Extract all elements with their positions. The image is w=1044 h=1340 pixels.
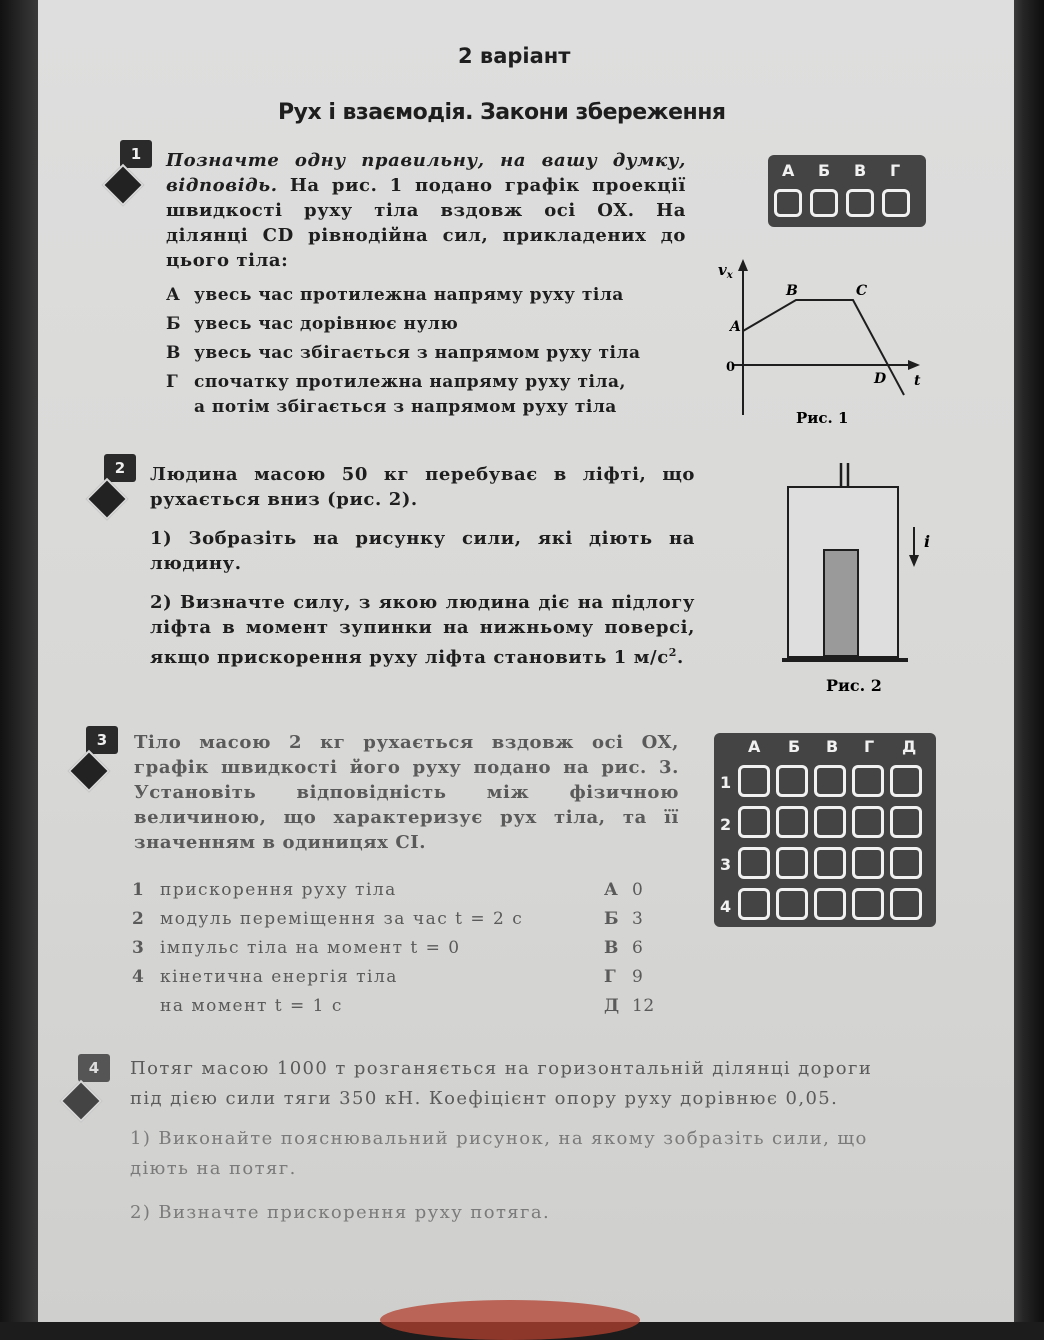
answer-cell[interactable]	[738, 888, 770, 920]
task3-left-column	[132, 880, 572, 1016]
figure-1-velocity-graph	[708, 255, 938, 435]
answer-cell[interactable]	[814, 806, 846, 838]
right-item-a: А 0	[604, 880, 644, 900]
task3-question: Тіло масою 2 кг рухається вздовж осі OX, графік швидкості його руху подано на рис. 3. Установіть відповідність між фізичною величиною, що характеризує рух тіла, та її значенням в одиницях СІ.	[134, 732, 679, 853]
difficulty-dice-icon	[102, 164, 144, 206]
option-a: А увесь час протилежна напряму руху тіла	[166, 285, 624, 305]
task1-instruction: Позначте одну правильну, на вашу думку, відповідь.	[166, 150, 686, 196]
point-b-label: B	[786, 283, 798, 299]
answer-cell[interactable]	[814, 765, 846, 797]
origin-label: 0	[726, 360, 736, 375]
screen-bezel-left	[0, 0, 38, 1322]
answer-cell[interactable]	[810, 189, 838, 217]
difficulty-dice-icon	[86, 478, 128, 520]
y-axis-label: $v_x$	[718, 261, 733, 281]
answer-cell[interactable]	[852, 765, 884, 797]
option-g-continued: а потім збігається з напрямом руху тіла	[194, 397, 617, 417]
left-item-4: 4 кінетична енергія тіла	[132, 967, 398, 987]
left-item-2: 2 модуль переміщення за час t = 2 с	[132, 909, 524, 929]
task-number-badge: 3	[86, 726, 118, 754]
worksheet-page	[38, 0, 1014, 1322]
answer-cell[interactable]	[852, 847, 884, 879]
option-g: Г спочатку протилежна напряму руху тіла,	[166, 372, 626, 392]
answer-cell[interactable]	[814, 847, 846, 879]
point-a-label: A	[730, 319, 741, 335]
answer-cell[interactable]	[890, 806, 922, 838]
left-item-1: 1 прискорення руху тіла	[132, 880, 397, 900]
y-axis-arrow	[738, 259, 748, 271]
right-item-v: В 6	[604, 938, 644, 958]
answer-cell[interactable]	[776, 888, 808, 920]
right-item-b: Б 3	[604, 909, 644, 929]
task2-part2: 2) Визначте силу, з якою людина діє на підлогу ліфта в момент зупинки на нижньому поверсі, якщо прискорення руху ліфта становить 1 $м/с^2$.	[150, 592, 695, 668]
task4-question-line2: під дією сили тяги 350 кН. Коефіцієнт опору руху дорівнює 0,05.	[130, 1088, 839, 1109]
answer-cell[interactable]	[852, 806, 884, 838]
point-d-label: D	[874, 371, 887, 387]
task1-options	[166, 285, 686, 417]
x-axis-label: t	[914, 373, 921, 389]
answer-grid-task3: А Б В Г Д 1 2 3 4	[714, 733, 936, 927]
task4-part1-line1: 1) Виконайте пояснювальний рисунок, на якому зобразіть сили, що	[130, 1128, 868, 1149]
right-item-d: Д 12	[604, 996, 655, 1016]
answer-cell[interactable]	[890, 847, 922, 879]
figure-1-caption: Рис. 1	[796, 409, 849, 427]
task1-question: На рис. 1 подано графік проекції швидкості руху тіла вздовж осі OX. На ділянці CD рівнодійна сил, прикладених до цього тіла:	[166, 175, 686, 271]
task4-part2: 2) Визначте прискорення руху потяга.	[130, 1202, 551, 1223]
task1-text	[166, 148, 686, 273]
task3-right-column	[604, 880, 684, 1025]
option-v: В увесь час збігається з напрямом руху тіла	[166, 343, 641, 363]
option-b: Б увесь час дорівнює нулю	[166, 314, 459, 334]
answer-cell[interactable]	[814, 888, 846, 920]
task4-question-line1: Потяг масою 1000 т розганяється на горизонтальній ділянці дороги	[130, 1058, 873, 1079]
answer-cell[interactable]	[738, 765, 770, 797]
person-block	[824, 550, 858, 656]
right-item-g: Г 9	[604, 967, 644, 987]
answer-cell[interactable]	[776, 806, 808, 838]
difficulty-dice-icon	[68, 750, 110, 792]
answer-cell[interactable]	[774, 189, 802, 217]
task-number-badge: 4	[78, 1054, 110, 1082]
figure-2-caption: Рис. 2	[826, 676, 882, 695]
screen-bezel-right	[1014, 0, 1044, 1322]
answer-cell[interactable]	[738, 847, 770, 879]
task2-question: Людина масою 50 кг перебуває в ліфті, що рухається вниз (рис. 2).	[150, 464, 695, 510]
answer-cell[interactable]	[738, 806, 770, 838]
figure-2-elevator	[768, 455, 968, 700]
task-number-badge: 2	[104, 454, 136, 482]
answer-cell[interactable]	[846, 189, 874, 217]
answer-cell[interactable]	[776, 765, 808, 797]
x-axis-arrow	[908, 360, 920, 370]
page-title: Рух і взаємодія. Закони збереження	[278, 100, 726, 125]
difficulty-dice-icon	[60, 1080, 102, 1122]
answer-cell[interactable]	[890, 765, 922, 797]
motion-label: i	[924, 532, 931, 551]
light-reflection	[380, 1300, 640, 1340]
task4-part1-line2: діють на потяг.	[130, 1158, 297, 1179]
left-item-4-continued: на момент t = 1 с	[160, 996, 343, 1016]
answer-box-task1: А Б В Г	[768, 155, 926, 227]
motion-arrow-head	[909, 555, 919, 567]
task2-part1: 1) Зобразіть на рисунку сили, які діють на людину.	[150, 528, 695, 574]
point-c-label: C	[856, 283, 868, 299]
task-number-badge: 1	[120, 140, 152, 168]
answer-cell[interactable]	[852, 888, 884, 920]
answer-cell[interactable]	[776, 847, 808, 879]
left-item-3: 3 імпульс тіла на момент t = 0	[132, 938, 461, 958]
variant-heading: 2 варіант	[458, 44, 571, 68]
answer-cell[interactable]	[882, 189, 910, 217]
answer-cell[interactable]	[890, 888, 922, 920]
